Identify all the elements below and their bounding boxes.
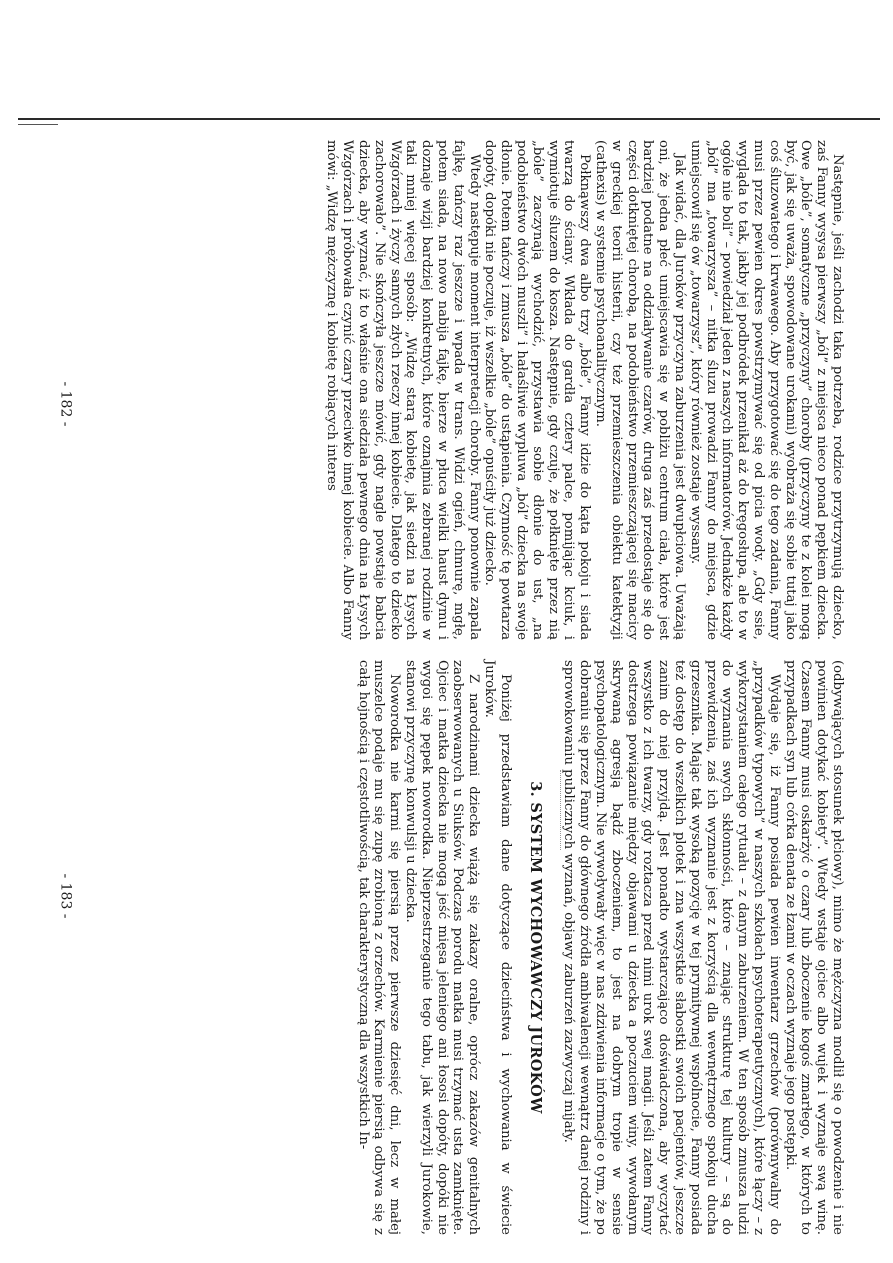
left-paragraph-4: Wtedy następuje moment interpretacji choroby. Fanny ponownie zapala fajkę, tańczy raz jeszcze i wpada w trans. Widzi ogień, chmurę, mgłę, potem siada, na nowo nabija fajkę, bierze w płuca wielki haust dymu i doznaje wizji bardziej konkretnych, które oznajmia zebranej rodzinie w taki mniej więcej sposób: „Widzę starą kobietę, jak siedzi na Łysych Wzgórzach i życzy samych złych rzeczy innej kobiecie. Dlatego to dziecko zachorowało”. Nie skończyła jeszcze mówić, gdy nagle powstaje babcia dziecka, aby wyznać, iż to właśnie ona siedziała pewnego dnia na Łysych Wzgórzach i próbowała czynić czary przeciwko innej kobiecie. Albo Fanny mówi: „Widzę mężczyznę i kobietę robiących interes (324, 140, 482, 640)
right-paragraph-2: Wydaje się, iż Fanny posiada pewien inwentarz grzechów (porównywalny do „przypadków typowych” w naszych szkołach psychoterapeutycznych), które łączy – z wykorzystaniem całego rytuału – z danym zaburzeniem. W ten sposób zmusza ludzi do wyznania swych skłonności, które – znając strukturę tej kultury – są do przewidzenia, zaś ich wyznanie jest z korzyścią dla wewnętrznego spokoju ducha grzesznika. Mając tak wysoką pozycję w tej prymitywnej wspólnocie, Fanny posiada też dostęp do wszelkich plotek i zna wszystkie słabostki swoich pacjentów, jeszcze zanim do niej przyjdą. Jest ponadto wystarczająco doświadczona, aby wyczytać wszystko z ich twarzy, gdy roztacza przed nimi urok swej magii. Jeśli zatem Fanny dostrzega powiązanie między objawami u dziecka a poczuciem winy, wywołanym skrywaną agresją bądź zboczeniem, to jest na dobrym tropie w sensie psychopatologicznym. Nie wywoływały więc w nas zdziwienia informacje o tym, że po dobraniu się przez Fanny do głównego źródła ambiwalencji wewnątrz danej rodziny i sprowokowaniu publicznych wyznań, objawy zaburzeń zazwyczaj mijały. (561, 660, 782, 1235)
left-paragraph-3: Połknąwszy dwa albo trzy „bóle”, Fanny idzie do kąta pokoju i siada twarzą do ściany. Wkłada do gardła cztery palce, pomijając kciuk, i wymiotuje śluzem do kosza. Następnie, gdy czuje, że połknięte przez nią „bóle” zaczynają wychodzić, przystawia sobie dłonie do ust, „na podobieństwo dwóch muszli” i hałaśliwie wypluwa „ból” dziecka na swoje dłonie. Potem tańczy i zmusza „bóle” do ustąpienia. Czynność tę powtarza dopóty, dopóki nie poczuje, iż wszelkie „bóle” opuściły już dziecko. (482, 140, 593, 640)
page-number-left: - 182 - (57, 381, 74, 427)
left-paragraph-1: Następnie, jeśli zachodzi taka potrzeba, rodzice przytrzymują dziecko, zaś Fanny wysysa pierwszy „ból” z miejsca nieco ponad pępkiem dziecka. Owe „bóle”, somatyczne „przyczyny” choroby (przyczyny te z kolei mogą być, jak się uważa, spowodowane urokami) wyobraża się sobie tutaj jako coś śluzowatego i krwawego. Aby przygotować się do tego zadania, Fanny musi przez pewien okres powstrzymywać się od picia wody. „Gdy ssie, wygląda to tak, jakby jej podbródek przenikał aż do kręgosłupa, ale to w ogóle nie boli” – powiedział jeden z naszych informatorów. Jednakże każdy „ból” ma „towarzysza” – nitka śluzu prowadzi Fanny do miejsca, gdzie umiejscowił się ów „towarzysz”, który również zostaje wyssany. (687, 140, 845, 640)
right-paragraph-1: (odbywających stosunek płciowy), mimo że mężczyzna modlił się o powodzenie i nie powinien dotykać kobiety”. Wtedy wstaje ojciec albo wujek i wyznaje swą winę. Czasem Fanny musi oskarżyć o czary lub zboczenie kogoś zmarłego, w których to przypadkach syn lub córka denata ze łzami w oczach wyznaje jego postępki. (782, 660, 845, 1235)
right-page (355, 660, 845, 1235)
left-page (100, 140, 845, 640)
page-number-right: - 183 - (57, 873, 74, 919)
gutter-dots (560, 770, 563, 850)
right-paragraph-4: Z narodzinami dziecka wiążą się zakazy oralne, oprócz zakazów genitalnych zaobserwowanych u Siuksów. Podczas porodu matka musi trzymać usta zamknięte. Ojciec i matka dziecka nie mogą jeść mięsa jeleniego ani łososi dopóty, dopóki nie wygoi się pępek noworodka. Nieprzestrzeganie tego tabu, jak wierzyli Jurokowie, stanowi przyczynę konwulsji u dziecka. (403, 660, 482, 1235)
right-paragraph-3: Poniżej przedstawiam dane dotyczące dzieciństwa i wychowania w świecie Juroków. (482, 660, 513, 1235)
right-paragraph-5: Noworodka nie karmi się piersią przez pierwsze dziesięć dni, lecz w małej muszelce podaje mu się zupę zrobioną z orzechów. Karmienie piersią odbywa się z całą hojnością i częstotliwością, tak charakterystyczną dla wszystkich In- (355, 660, 403, 1235)
section-title: 3. SYSTEM WYCHOWAWCZY JUROKÓW (526, 781, 544, 1114)
left-paragraph-2: Jak widać, dla Juroków przyczyna zaburzenia jest dwupłciowa. Uważają oni, że jedna płeć umiejscawia się w pobliżu centrum ciała, które jest bardziej podatne na oddziaływanie czarów, druga zaś przedostaje się do części dotkniętej chorobą, na podobieństwo przemieszczającej się macicy w greckiej teorii histerii, czy też przemieszczenia obiektu katektyzji (cathexis) w systemie psychoanalitycznym. (593, 140, 688, 640)
